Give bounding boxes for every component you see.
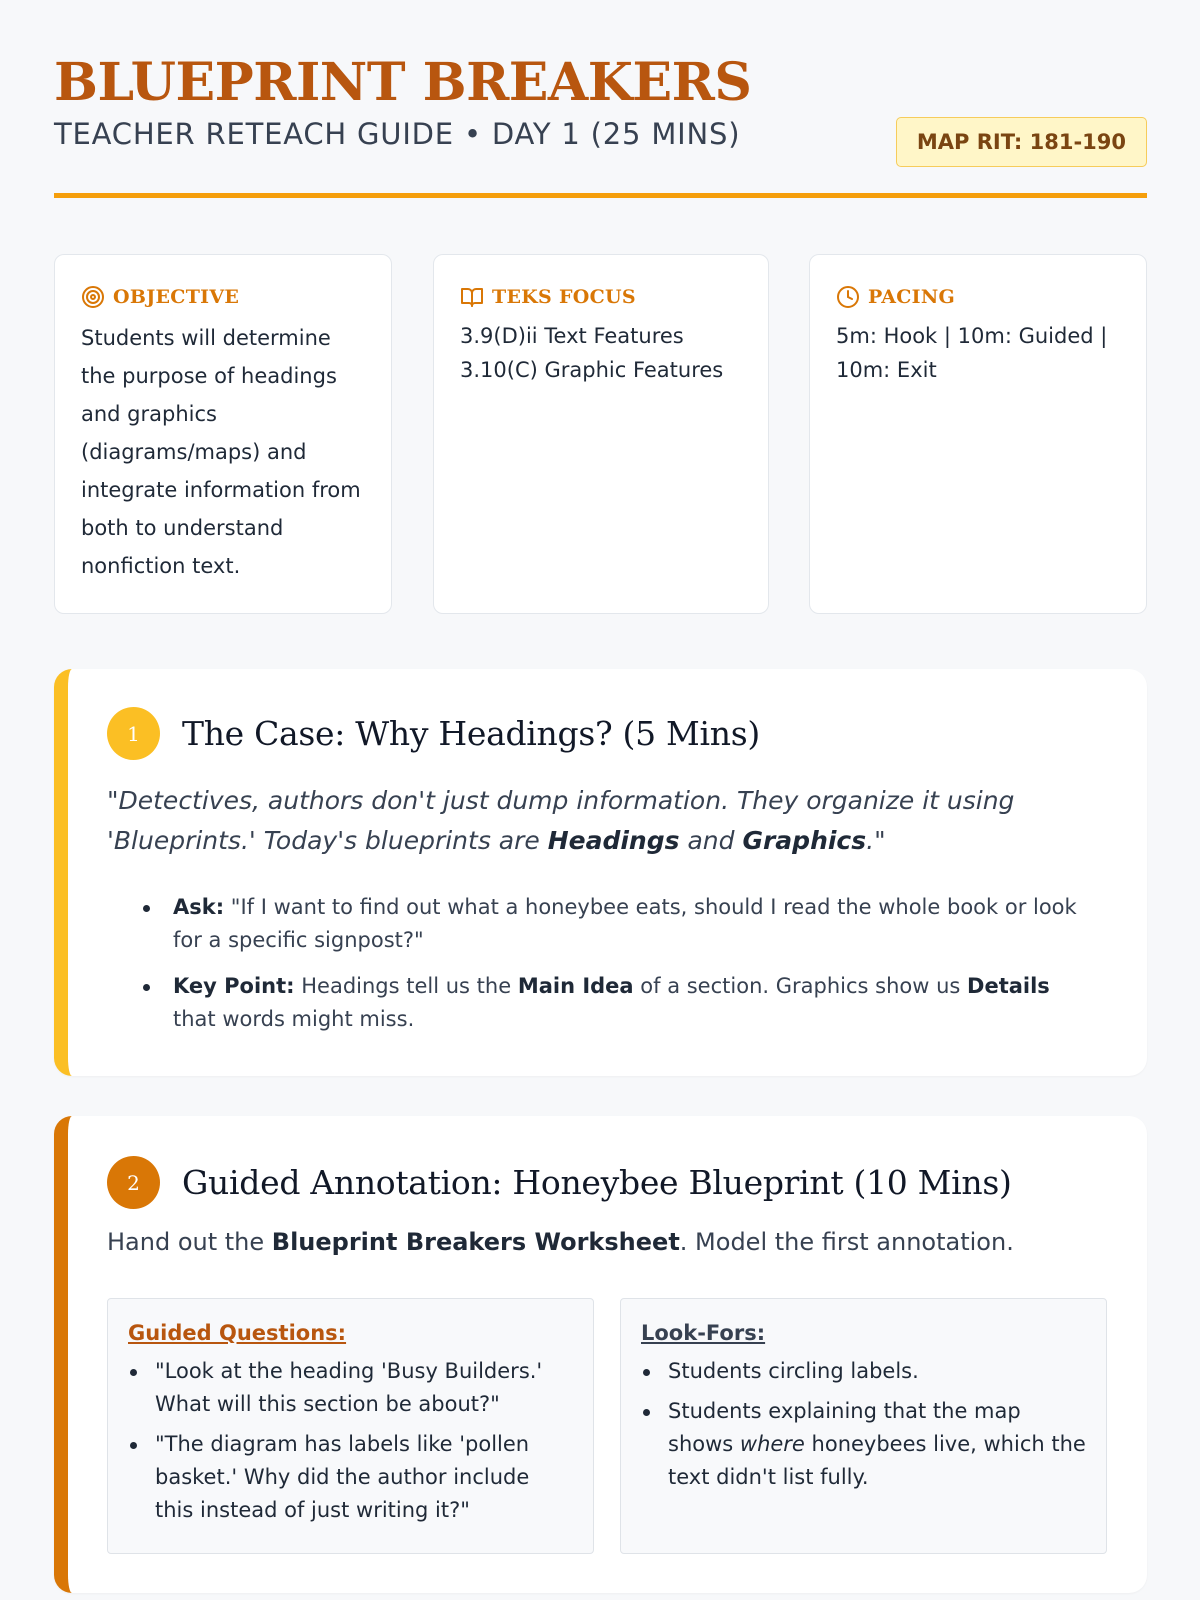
teks-header xyxy=(460,285,742,309)
look-fors-heading: Look-Fors: xyxy=(641,1321,766,1345)
teacher-script-quote: "Detectives, authors don't just dump information. They organize it using 'Blueprints.' Today's blueprints are Headings and Graphics." xyxy=(107,786,1015,855)
list-item: Key Point: Headings tell us the Main Idea of a section. Graphics show us Details that words might miss. xyxy=(133,970,1093,1036)
pacing-text: 5m: Hook | 10m: Guided | 10m: Exit xyxy=(836,324,1108,382)
guided-questions-heading: Guided Questions: xyxy=(128,1321,347,1345)
page-title: BLUEPRINT BREAKERS xyxy=(54,52,752,113)
map-rit-badge: MAP RIT: 181-190 xyxy=(896,117,1147,167)
objective-header xyxy=(81,285,365,309)
guided-questions-box xyxy=(107,1298,594,1554)
look-fors-box xyxy=(620,1298,1107,1554)
pacing-header xyxy=(836,285,1120,309)
section-title: The Case: Why Headings? (5 Mins) xyxy=(182,714,760,753)
info-cards xyxy=(54,254,1147,614)
step-number-badge: 1 xyxy=(107,707,160,760)
guided-questions-list xyxy=(128,1355,573,1527)
section-header xyxy=(107,707,760,760)
pacing-label: PACING xyxy=(868,286,956,308)
clock-icon xyxy=(836,285,860,309)
list-item: "The diagram has labels like 'pollen basket.' Why did the author include this instead of just writing it?" xyxy=(128,1428,573,1527)
section-the-case xyxy=(54,669,1147,1076)
target-icon xyxy=(81,285,105,309)
pacing-card xyxy=(809,254,1147,614)
teks-item: 3.10(C) Graphic Features xyxy=(460,358,724,382)
section-guided-annotation xyxy=(54,1116,1147,1593)
step-number-badge: 2 xyxy=(107,1156,160,1209)
objective-label: OBJECTIVE xyxy=(113,286,240,308)
objective-card xyxy=(54,254,392,614)
teks-card xyxy=(433,254,769,614)
page-subtitle: TEACHER RETEACH GUIDE • DAY 1 (25 MINS) xyxy=(54,117,741,152)
list-item: "Look at the heading 'Busy Builders.' What will this section be about?" xyxy=(128,1355,573,1421)
list-item: Students circling labels. xyxy=(641,1355,1086,1388)
header-divider xyxy=(54,193,1147,198)
discussion-bullets xyxy=(133,891,1093,1049)
teks-list xyxy=(460,319,742,387)
section-title: Guided Annotation: Honeybee Blueprint (10 Mins) xyxy=(182,1163,1012,1202)
teks-label: TEKS FOCUS xyxy=(492,286,636,308)
section-header xyxy=(107,1156,1012,1209)
teks-item: 3.9(D)ii Text Features xyxy=(460,324,684,348)
look-fors-list xyxy=(641,1355,1086,1494)
page-header xyxy=(54,52,1147,154)
section-intro: Hand out the Blueprint Breakers Worksheet. Model the first annotation. xyxy=(107,1228,1014,1256)
open-book-icon xyxy=(460,285,484,309)
list-item: Students explaining that the map shows where honeybees live, which the text didn't list fully. xyxy=(641,1395,1086,1494)
objective-text: Students will determine the purpose of headings and graphics (diagrams/maps) and integrate information from both to understand nonfiction text. xyxy=(81,326,361,578)
list-item: Ask: "If I want to find out what a honeybee eats, should I read the whole book or look for a specific signpost?" xyxy=(133,891,1093,957)
